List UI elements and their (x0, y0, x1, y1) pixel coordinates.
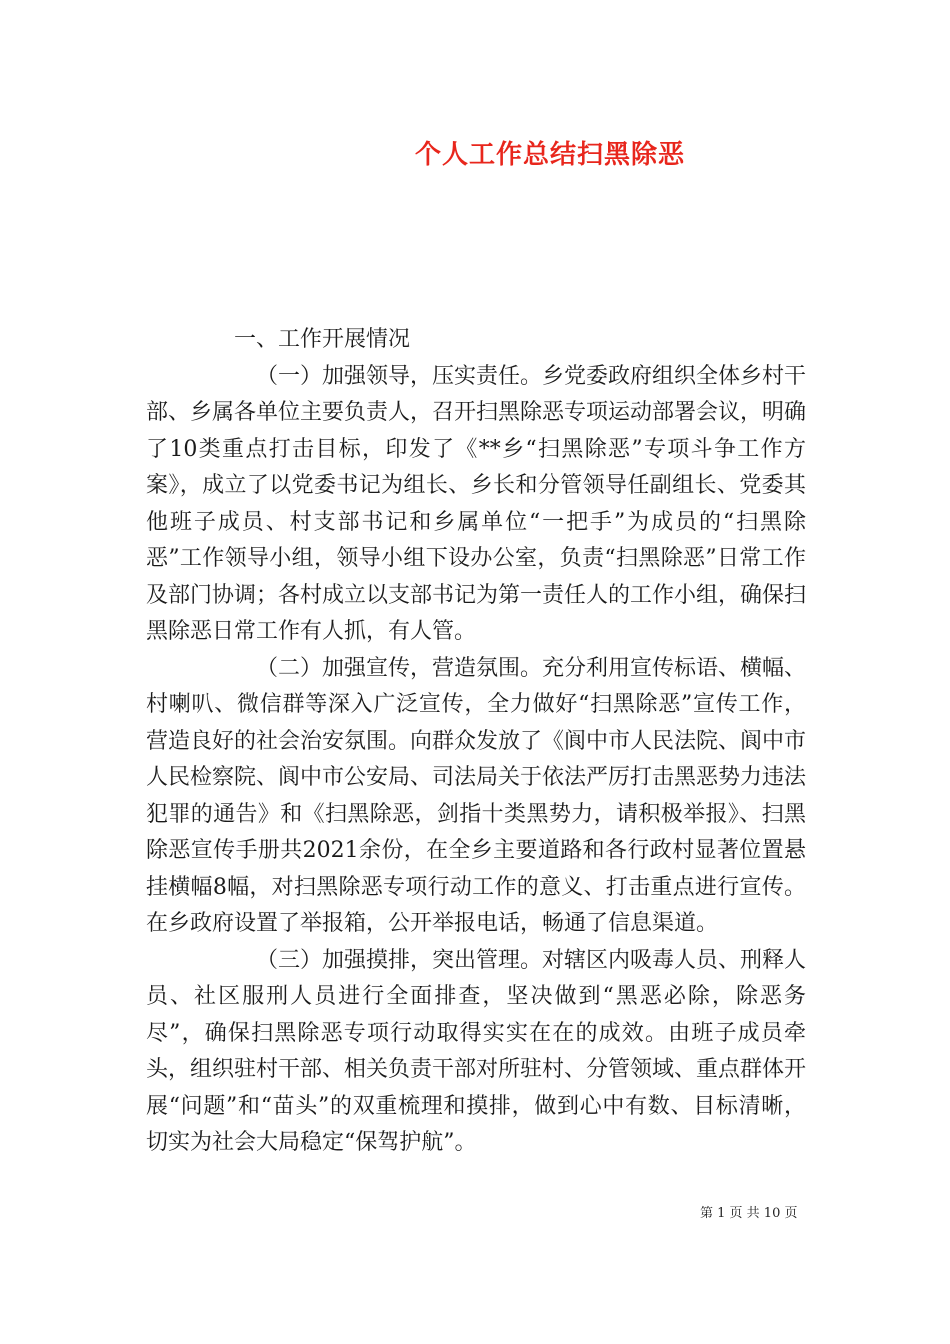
paragraph-3: （三）加强摸排，突出管理。对辖区内吸毒人员、刑释人员、社区服刑人员进行全面排查，坚决做到“黑恶必除，除恶务尽”，确保扫黑除恶专项行动取得实实在在的成效。由班子成员牵头，组织驻村干部、相关负责干部对所驻村、分管领域、重点群体开展“问题”和“苗头”的双重梳理和摸排，做到心中有数、目标清晰，切实为社会大局稳定“保驾护航”。 (146, 947, 807, 1155)
paragraph-2: （二）加强宣传，营造氛围。充分利用宣传标语、横幅、村喇叭、微信群等深入广泛宣传，全力做好“扫黑除恶”宣传工作，营造良好的社会治安氛围。向群众发放了《阆中市人民法院、阆中市人民检察院、阆中市公安局、司法局关于依法严厉打击黑恶势力违法犯罪的通告》和《扫黑除恶，剑指十类黑势力，请积极举报》、扫黑除恶宣传手册共2021余份，在全乡主要道路和各行政村显著位置悬挂横幅8幅，对扫黑除恶专项行动工作的意义、打击重点进行宣传。在乡政府设置了举报箱，公开举报电话，畅通了信息渠道。 (146, 655, 807, 936)
section-heading: 一、工作开展情况 (234, 327, 411, 352)
document-title: 个人工作总结扫黑除恶 (414, 140, 685, 170)
document-body (146, 322, 806, 1162)
page-number-footer: 第 1 页 共 10 页 (700, 1206, 798, 1221)
paragraph-1: （一）加强领导，压实责任。乡党委政府组织全体乡村干部、乡属各单位主要负责人，召开扫黑除恶专项运动部署会议，明确了10类重点打击目标，印发了《**乡“扫黑除恶”专项斗争工作方案》，成立了以党委书记为组长、乡长和分管领导任副组长、党委其他班子成员、村支部书记和乡属单位“一把手”为成员的“扫黑除恶”工作领导小组，领导小组下设办公室，负责“扫黑除恶”日常工作及部门协调；各村成立以支部书记为第一责任人的工作小组，确保扫黑除恶日常工作有人抓，有人管。 (146, 363, 807, 644)
